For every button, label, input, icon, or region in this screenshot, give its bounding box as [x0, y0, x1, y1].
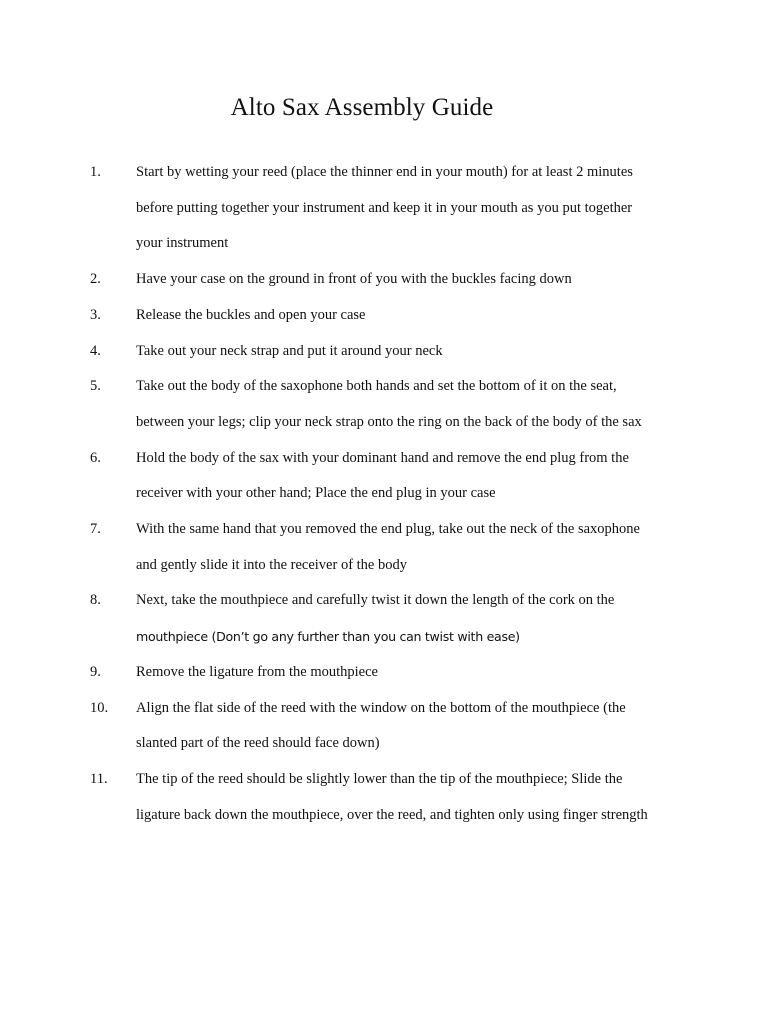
step-text: [136, 655, 676, 691]
step-item: [0, 512, 768, 583]
step-text: [136, 583, 676, 654]
step-line: ligature back down the mouthpiece, over the reed, and tighten only using finger strength: [136, 806, 648, 823]
step-line: With the same hand that you removed the end plug, take out the neck of the saxophone: [136, 521, 640, 538]
step-text: [136, 155, 676, 262]
step-text: [136, 691, 676, 762]
step-line: Take out the body of the saxophone both hands and set the bottom of it on the seat,: [136, 378, 617, 395]
step-text: [136, 762, 676, 833]
step-item: [0, 441, 768, 512]
step-number: 2.: [90, 271, 101, 288]
step-number: 1.: [90, 164, 101, 180]
step-line: Release the buckles and open your case: [136, 306, 366, 323]
step-line: slanted part of the reed should face down): [136, 735, 380, 752]
step-number: 5.: [90, 378, 101, 395]
step-line: receiver with your other hand; Place the end plug in your case: [136, 485, 496, 502]
step-text: [136, 334, 676, 370]
step-number: 10.: [90, 699, 109, 716]
step-text: [136, 441, 676, 512]
page-title: Alto Sax Assembly Guide: [230, 94, 494, 121]
step-line: The tip of the reed should be slightly lower than the tip of the mouthpiece; Slide the: [136, 770, 623, 787]
step-number: 8.: [90, 592, 101, 609]
step-line: your instrument: [136, 235, 229, 252]
step-item: [0, 762, 768, 833]
step-item: [0, 262, 768, 298]
step-line: Align the flat side of the reed with the window on the bottom of the mouthpiece (the: [136, 699, 626, 716]
step-line: Hold the body of the sax with your dominant hand and remove the end plug from the: [136, 449, 629, 466]
step-item: [0, 583, 768, 654]
step-line: Have your case on the ground in front of you with the buckles facing down: [136, 271, 572, 288]
step-line: Take out your neck strap and put it around your neck: [136, 342, 443, 359]
step-line: before putting together your instrument and keep it in your mouth as you put together: [136, 199, 633, 216]
step-item: [0, 369, 768, 440]
step-item: [0, 691, 768, 762]
step-item: [0, 298, 768, 334]
step-item: [0, 334, 768, 370]
step-item: [0, 655, 768, 691]
step-number: 6.: [90, 449, 101, 466]
step-line: mouthpiece (Don’t go any further than you can twist with ease): [136, 629, 520, 645]
step-number: 11.: [90, 770, 108, 787]
step-number: 7.: [90, 521, 101, 538]
step-item: [0, 155, 768, 262]
step-number: 9.: [90, 663, 101, 680]
step-number: 3.: [90, 306, 101, 323]
step-line: Remove the ligature from the mouthpiece: [136, 663, 378, 680]
step-text: [136, 369, 676, 440]
step-line: between your legs; clip your neck strap onto the ring on the back of the body of the sax: [136, 413, 642, 430]
step-text: [136, 512, 676, 583]
step-text: [136, 262, 676, 298]
steps-list: [0, 155, 768, 833]
step-number: 4.: [90, 342, 101, 359]
step-line: Next, take the mouthpiece and carefully twist it down the length of the cork on the: [136, 592, 615, 609]
step-line: and gently slide it into the receiver of the body: [136, 556, 407, 573]
step-line: Start by wetting your reed (place the thinner end in your mouth) for at least 2 minutes: [136, 164, 633, 180]
step-text: [136, 298, 676, 334]
